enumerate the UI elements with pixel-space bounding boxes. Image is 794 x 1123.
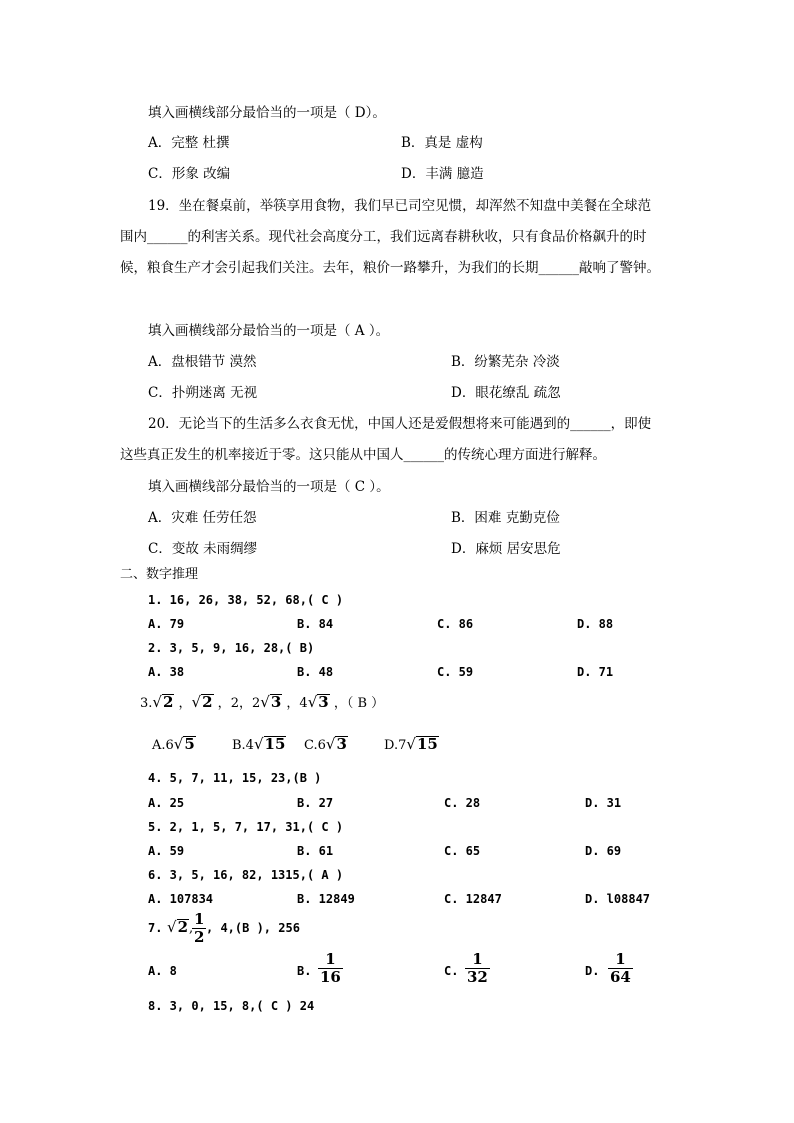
n6-question: 6. 3, 5, 16, 82, 1315,( A ) — [148, 868, 344, 882]
n4-option-d: D. 31 — [585, 796, 622, 810]
n7-rad-2: √2, — [167, 918, 194, 936]
n2-question: 2. 3, 5, 9, 16, 28,( B) — [148, 641, 315, 655]
n6-option-b: B. 12849 — [297, 892, 355, 906]
n5-option-a: A. 59 — [148, 844, 185, 858]
n7-rest: , 4,(B ), 256 — [206, 921, 300, 935]
q19-line-2: 围内______的利害关系。现代社会高度分工，我们远离春耕秋收，只有食品价格飙升的时 — [120, 229, 647, 245]
q18-option-a: A．完整 杜撰 — [148, 135, 230, 151]
n1-option-a: A. 79 — [148, 617, 185, 631]
n3-rad-3a: 3 — [270, 693, 282, 711]
q19-option-a: A．盘根错节 漠然 — [148, 354, 257, 370]
q20-option-d: D．麻烦 居安思危 — [451, 541, 561, 557]
q18-option-c: C．形象 改编 — [148, 166, 231, 182]
q20-option-c: C．变故 未雨绸缪 — [148, 541, 258, 557]
n7-half-num: 1 — [194, 910, 205, 928]
n3-plain-2: 2 — [230, 696, 239, 711]
n3-option-d-rad: 15 — [416, 735, 438, 753]
n7-option-a: A. 8 — [148, 964, 177, 978]
n2-option-a: A. 38 — [148, 665, 185, 679]
n2-option-d: D. 71 — [577, 665, 614, 679]
n1-question: 1. 16, 26, 38, 52, 68,( C ) — [148, 593, 344, 607]
n2-option-b: B. 48 — [297, 665, 334, 679]
n6-option-d: D. l08847 — [585, 892, 651, 906]
n7-option-c-num: 1 — [472, 950, 483, 968]
n3-answer: （ B ） — [346, 696, 385, 711]
n3-option-d-label: D.7 — [384, 738, 407, 753]
n4-option-c: C. 28 — [444, 796, 481, 810]
n6-option-a: A. 107834 — [148, 892, 214, 906]
n7-half-den: 2 — [194, 928, 205, 946]
q20-line-2: 这些真正发生的机率接近于零。这只能从中国人______的传统心理方面进行解释。 — [120, 447, 606, 463]
n3-option-c-rad: 3 — [336, 735, 347, 753]
n5-question: 5. 2, 1, 5, 7, 17, 31,( C ) — [148, 820, 344, 834]
n4-question: 4. 5, 7, 11, 15, 23,(B ) — [148, 771, 322, 785]
q19-line-1: 19．坐在餐桌前，举筷享用食物，我们早已司空见惯，却浑然不知盘中美餐在全球范 — [148, 198, 652, 214]
n3-coef-2: 2 — [251, 696, 261, 711]
q18-option-d: D．丰满 臆造 — [401, 166, 484, 182]
q20-line-1: 20．无论当下的生活多么衣食无忧，中国人还是爱假想将来可能遇到的______，即使 — [148, 416, 652, 432]
q19-line-3: 候，粮食生产才会引起我们关注。去年，粮价一路攀升，为我们的长期______敲响了警钟。 — [120, 260, 660, 276]
n5-option-b: B. 61 — [297, 844, 334, 858]
n7-option-b-fraction — [318, 951, 343, 986]
n5-option-c: C. 65 — [444, 844, 481, 858]
n3-option-c: C.6√3 — [304, 735, 347, 753]
n3-option-d: D.7√15 — [384, 735, 438, 753]
q18-option-b: B．真是 虚构 — [401, 135, 483, 151]
n7-option-b-num: 1 — [325, 950, 336, 968]
q18-prompt: 填入画横线部分最恰当的一项是（ D）。 — [148, 105, 386, 121]
n3-rad-2b: 2 — [202, 693, 213, 711]
n7-option-b-den: 16 — [320, 968, 341, 986]
section-title: 二、数字推理 — [120, 567, 199, 582]
n3-option-a-rad: 5 — [184, 735, 195, 753]
n7-option-c-fraction — [465, 951, 490, 986]
n1-option-c: C. 86 — [437, 617, 474, 631]
q20-option-a: A．灾难 任劳任怨 — [148, 510, 257, 526]
n3-option-a: A.6√5 — [152, 735, 195, 753]
n6-option-c: C. 12847 — [444, 892, 502, 906]
n7-option-d-fraction — [608, 951, 633, 986]
n7-option-c-den: 32 — [467, 968, 488, 986]
n4-option-a: A. 25 — [148, 796, 185, 810]
n3-coef-4: 4 — [299, 696, 308, 711]
n7-prefix: 7. — [148, 921, 163, 935]
n5-option-d: D. 69 — [585, 844, 622, 858]
n3-option-a-label: A.6 — [152, 738, 174, 753]
n3-question: 3.√2 ，√2 ，2，2√3 ，4√3 ，（ B ） — [140, 693, 385, 711]
n3-prefix: 3. — [140, 696, 153, 711]
n3-rad-2a: 2 — [162, 693, 174, 711]
n7-option-d-den: 64 — [610, 968, 631, 986]
n7-option-d-label: D. — [585, 964, 600, 978]
n7-rad-2-value: 2 — [177, 918, 188, 936]
n3-rad-3b: 3 — [318, 693, 329, 711]
q19-option-b: B．纷繁芜杂 冷淡 — [451, 354, 560, 370]
n1-option-d: D. 88 — [577, 617, 614, 631]
n7-half-fraction — [192, 911, 206, 946]
n7-option-c-label: C. — [444, 964, 459, 978]
n3-option-c-label: C.6 — [304, 738, 326, 753]
n2-option-c: C. 59 — [437, 665, 474, 679]
n7-option-b-label: B. — [297, 964, 312, 978]
n3-option-b-label: B.4 — [232, 738, 254, 753]
n3-option-b: B.4√15 — [232, 735, 286, 753]
q20-option-b: B．困难 克勤克俭 — [451, 510, 560, 526]
n8-question: 8. 3, 0, 15, 8,( C ) 24 — [148, 999, 315, 1013]
q19-option-c: C．扑朔迷离 无视 — [148, 385, 258, 401]
n1-option-b: B. 84 — [297, 617, 334, 631]
n7-option-d-num: 1 — [615, 950, 626, 968]
q19-prompt: 填入画横线部分最恰当的一项是（ A ）。 — [148, 323, 390, 339]
q20-prompt: 填入画横线部分最恰当的一项是（ C ）。 — [148, 479, 390, 495]
n3-option-b-rad: 15 — [264, 735, 286, 753]
n4-option-b: B. 27 — [297, 796, 334, 810]
q19-option-d: D．眼花缭乱 疏忽 — [451, 385, 561, 401]
